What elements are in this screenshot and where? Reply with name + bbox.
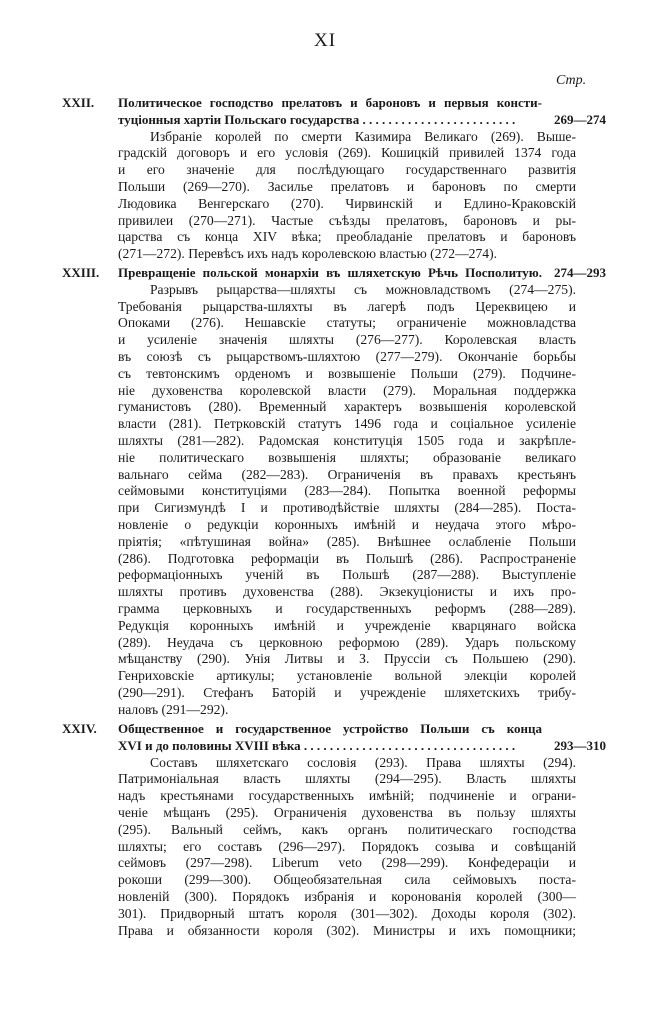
summary-line: власти (281). Петрковскій статутъ 1496 года и соціальное усиленіе	[118, 416, 576, 432]
summary-line: надъ крестьянами государственныхъ имѣній; подчиненіе и ограни-	[118, 788, 576, 804]
section-heading-text: XVI и до половины XVIII вѣка . . . . . . . . . . . . . . . . . . . . . . . . . . . . . . . . .	[118, 737, 516, 753]
summary-line: Редукція коронныхъ имѣній и учрежденіе кварцянаго войска	[118, 617, 576, 633]
summary-line: царства съ конца XIV вѣка; преобладаніе прелатовъ и бароновъ	[118, 229, 576, 245]
summary-line: въ союзѣ съ рыцарствомъ-шляхтою (277—279). Окончаніе борьбы	[118, 348, 576, 364]
page-number: XI	[313, 30, 337, 51]
toc-entry-xxii	[62, 95, 606, 263]
summary-line: ченіе мѣщанъ (295). Ограниченія духовенства въ пользу шляхты	[118, 804, 576, 820]
section-heading-line	[62, 95, 606, 112]
summary-line: Разрывъ рыцарства—шляхты съ можновладствомъ (274—275).	[150, 281, 576, 297]
summary-line: (271—272). Перевѣсъ ихъ надъ королевскою властью (272—274).	[118, 246, 497, 262]
section-heading-line	[62, 112, 606, 129]
summary-line: и его значеніе для послѣдующаго государственнаго развитія	[118, 162, 576, 178]
summary-line: Генриховскіе артикулы; установленіе вольной элекціи королей	[118, 668, 576, 684]
summary-line: градскій договоръ и его условія (269). Кошицкій привилей 1374 года	[118, 145, 576, 161]
toc-entry-xxiv	[62, 721, 606, 939]
summary-line: Людовика Венгерскаго (270). Чирвинскій и Едлино-Краковскій	[118, 195, 576, 211]
section-page-range: 269—274	[554, 111, 606, 127]
summary-line: привилеи (270—271). Частые съѣзды прелатовъ, бароновъ и ры-	[118, 212, 576, 228]
summary-line: (295). Вальный сеймъ, какъ органъ политическаго господства	[118, 821, 576, 837]
section-heading-line	[62, 721, 606, 738]
summary-line: Требованія рыцарства-шляхты въ лагерѣ подъ Цереквицею и	[118, 298, 576, 314]
toc-entry-xxiii	[62, 265, 606, 719]
summary-line: шляхты; его составъ (296—297). Порядокъ созыва и совѣщаній	[118, 838, 576, 854]
section-heading-line	[62, 265, 606, 282]
section-summary	[118, 282, 576, 719]
page-column-label: Стр.	[556, 73, 587, 88]
summary-line: Опоками (276). Нешавскіе статуты; ограниченіе можновладства	[118, 315, 576, 331]
summary-line: ніе политическаго возвышенія шляхты; образованіе великаго	[118, 449, 576, 465]
section-heading-line	[62, 738, 606, 755]
summary-line: 301). Придворный штатъ короля (301—302). Доходы короля (302).	[118, 905, 576, 921]
summary-line: и усиленіе значенія шляхты (276—277). Королевская власть	[118, 332, 576, 348]
summary-line: рокоши (299—300). Общеобязательная сила сеймовыхъ поста-	[118, 872, 576, 888]
summary-line: грамма церковныхъ и государственныхъ реформъ (288—289).	[118, 600, 576, 616]
summary-line: ніе духовенства королевской власти (279). Моральная поддержка	[118, 382, 576, 398]
summary-line: (289). Неудача съ церковною реформою (289). Ударъ польскому	[118, 634, 576, 650]
summary-line: Составъ шляхетскаго сословія (293). Права шляхты (294).	[150, 754, 576, 770]
summary-line: новленіе о редукціи коронныхъ имѣній и неудача этого мѣро-	[118, 516, 576, 532]
section-summary	[118, 755, 576, 940]
summary-line: вальнаго сейма (282—283). Ограниченія въ правахъ крестьянъ	[118, 466, 576, 482]
summary-line: Избраніе королей по смерти Казимира Великаго (269). Выше-	[150, 128, 576, 144]
section-heading-text: Политическое господство прелатовъ и бароновъ и первыя консти-	[118, 95, 542, 110]
section-numeral: XXIV.	[62, 721, 97, 736]
summary-line: Патримоніальная власть шляхты (294—295). Власть шляхты	[118, 771, 576, 787]
section-numeral: XXII.	[62, 95, 95, 110]
summary-line: гуманистовъ (280). Временный характеръ возвышенія королевской	[118, 399, 576, 415]
section-heading-text: Общественное и государственное устройство Польши съ конца	[118, 721, 542, 736]
summary-line: пріятія; «пѣтушиная война» (285). Внѣшнее ослабленіе Польши	[118, 533, 576, 549]
summary-line: шляхты противъ духовенства (288). Экзекуціонисты и ихъ про-	[118, 584, 576, 600]
summary-line: наловъ (291—292).	[118, 701, 229, 717]
summary-line: съ тевтонскимъ орденомъ и возвышеніе Польши (279). Подчине-	[118, 365, 576, 381]
section-page-range: 274—293	[554, 265, 606, 280]
summary-line: сеймовыми конституціями (283—284). Попытка военной реформы	[118, 483, 576, 499]
summary-line: мѣщанству (290). Унія Литвы и З. Пруссіи съ Польшею (290).	[118, 651, 576, 667]
summary-line: (290—291). Стефанъ Баторій и учрежденіе шляхетскихъ трибу-	[118, 684, 576, 700]
section-heading-text: туціонныя хартіи Польскаго государства . . . . . . . . . . . . . . . . . . . . . . . .	[118, 111, 516, 127]
summary-line: сеймовъ (297—298). Liberum veto (298—299). Конфедераціи и	[118, 855, 576, 871]
summary-line: (286). Подготовка реформаціи въ Польшѣ (286). Распространеніе	[118, 550, 576, 566]
summary-line: новленій (300). Порядокъ избранія и коронованія королей (300—	[118, 888, 576, 904]
summary-line: Права и обязанности короля (302). Министры и ихъ помощники;	[118, 922, 576, 938]
summary-line: шляхты (281—282). Радомская конституція 1505 года и закрѣпле-	[118, 432, 576, 448]
section-numeral: XXIII.	[62, 265, 100, 280]
section-heading-text: Превращеніе польской монархіи въ шляхетскую Рѣчь Посполитую.	[118, 265, 542, 280]
section-summary	[118, 129, 576, 263]
summary-line: реформаціонныхъ ученій въ Польшѣ (287—288). Выступленіе	[118, 567, 576, 583]
summary-line: Польши (269—270). Засилье прелатовъ и бароновъ по смерти	[118, 178, 576, 194]
summary-line: при Сигизмундѣ I и противодѣйствіе шляхты (284—285). Поста-	[118, 500, 576, 516]
section-page-range: 293—310	[554, 737, 606, 753]
